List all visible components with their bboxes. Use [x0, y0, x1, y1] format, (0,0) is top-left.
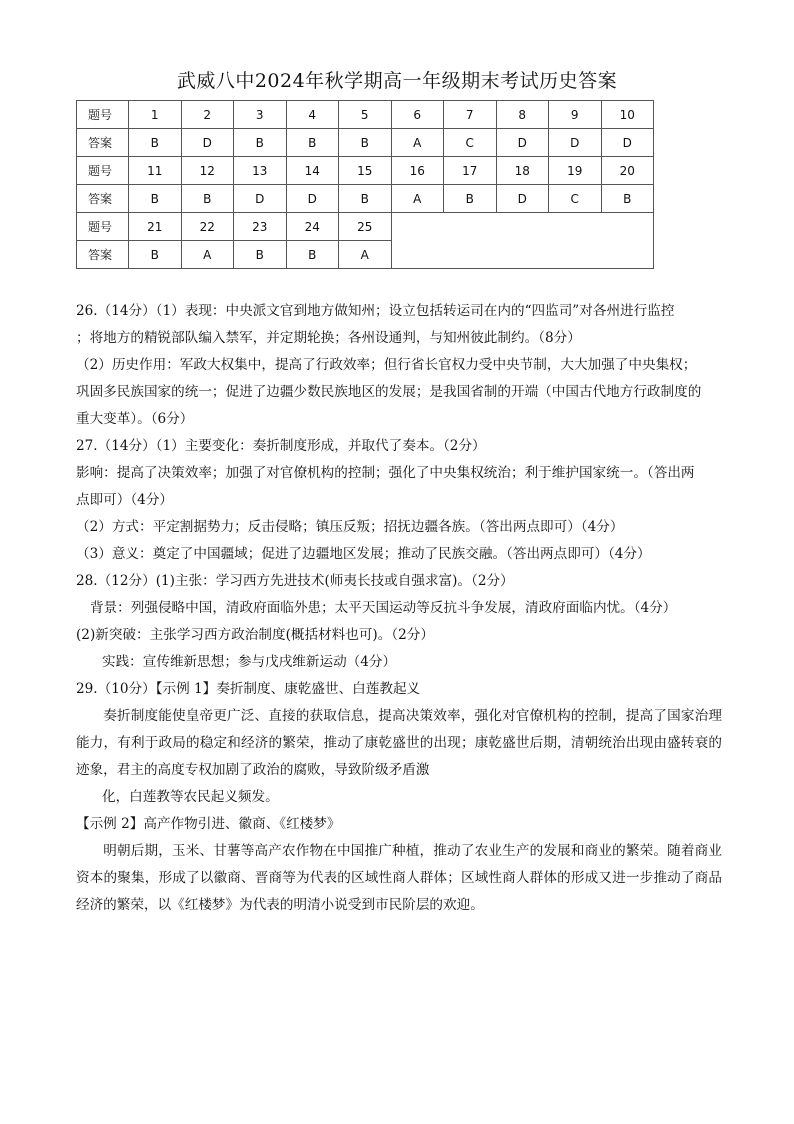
answer-cell: D — [549, 129, 602, 157]
header-cell: 答案 — [77, 185, 129, 213]
answer-cell: D — [601, 129, 654, 157]
question-number: 18 — [496, 157, 549, 185]
question-number: 22 — [181, 213, 234, 241]
question-number: 15 — [339, 157, 392, 185]
answer-content — [76, 298, 722, 919]
answer-cell: D — [181, 129, 234, 157]
q28-line: 实践：宣传维新思想；参与戊戌维新运动（4分） — [102, 654, 397, 670]
q29-line: 化，白莲教等农民起义频发。 — [102, 789, 279, 805]
answer-cell: B — [234, 241, 287, 269]
answer-cell: C — [444, 129, 497, 157]
answer-cell: D — [496, 129, 549, 157]
table-row — [77, 129, 654, 157]
question-number: 16 — [391, 157, 444, 185]
answer-cell: B — [286, 241, 339, 269]
answer-cell: B — [129, 129, 182, 157]
header-cell: 题号 — [77, 157, 129, 185]
q29-paragraph: 明朝后期，玉米、甘薯等高产农作物在中国推广种植，推动了农业生产的发展和商业的繁荣。随着商业资本的聚集，形成了以徽商、晋商等为代表的区域性商人群体；区域性商人群体的形成又进一步推动了商品经济的繁荣，以《红楼梦》为代表的明清小说受到市民阶层的欢迎。 — [76, 843, 722, 913]
answer-cell: D — [496, 185, 549, 213]
question-number: 10 — [601, 101, 654, 129]
question-number: 1 — [129, 101, 182, 129]
q27-line: （2）方式：平定割据势力；反击侵略；镇压反叛；招抚边疆各族。（答出两点即可）（4分） — [76, 519, 624, 535]
question-number: 21 — [129, 213, 182, 241]
table-row — [77, 185, 654, 213]
question-number: 25 — [339, 213, 392, 241]
answer-cell: B — [286, 129, 339, 157]
answer-cell: A — [181, 241, 234, 269]
q26-line: 重大变革）。（6分） — [76, 411, 194, 427]
question-number: 24 — [286, 213, 339, 241]
q28-line: 背景：列强侵略中国，清政府面临外患；太平天国运动等反抗斗争发展，清政府面临内忧。（4分） — [90, 600, 677, 616]
q27-line: 点即可）（4分） — [76, 492, 174, 508]
empty-cell — [391, 213, 654, 269]
header-cell: 答案 — [77, 129, 129, 157]
answer-cell: A — [339, 241, 392, 269]
answer-cell: B — [129, 185, 182, 213]
q29-line: 【示例 2】高产作物引进、徽商、《红楼梦》 — [76, 816, 341, 832]
question-number: 8 — [496, 101, 549, 129]
question-number: 3 — [234, 101, 287, 129]
answer-cell: B — [129, 241, 182, 269]
header-cell: 答案 — [77, 241, 129, 269]
answer-cell: B — [601, 185, 654, 213]
answer-cell: B — [181, 185, 234, 213]
answer-cell: C — [549, 185, 602, 213]
table-row — [77, 157, 654, 185]
table-row — [77, 101, 654, 129]
header-cell: 题号 — [77, 213, 129, 241]
answer-cell: A — [391, 185, 444, 213]
question-number: 14 — [286, 157, 339, 185]
answer-cell: D — [234, 185, 287, 213]
q28-line: 28.（12分）(1)主张：学习西方先进技术(师夷长技或自强求富)。（2分） — [76, 573, 514, 589]
q27-line: 影响：提高了决策效率；加强了对官僚机构的控制；强化了中央集权统治；利于维护国家统一。（答出两 — [76, 465, 695, 481]
q29-line: 29.（10分）【示例 1】奏折制度、康乾盛世、白莲教起义 — [76, 681, 421, 697]
question-number: 12 — [181, 157, 234, 185]
question-number: 6 — [391, 101, 444, 129]
answer-cell: B — [339, 129, 392, 157]
answer-cell: A — [391, 129, 444, 157]
question-number: 23 — [234, 213, 287, 241]
q27-line: （3）意义：奠定了中国疆域；促进了边疆地区发展；推动了民族交融。（答出两点即可）（4分） — [76, 546, 651, 562]
q27-line: 27.（14分）（1）主要变化：奏折制度形成，并取代了奏本。（2分） — [76, 438, 486, 454]
q26-line: 巩固多民族国家的统一；促进了边疆少数民族地区的发展；是我国省制的开端（中国古代地方行政制度的 — [76, 384, 702, 400]
question-number: 17 — [444, 157, 497, 185]
question-number: 13 — [234, 157, 287, 185]
q26-line: 26.（14分）（1）表现：中央派文官到地方做知州；设立包括转运司在内的“四监司”对各州进行监控 — [76, 303, 675, 319]
q26-line: （2）历史作用：军政大权集中，提高了行政效率；但行省长官权力受中央节制，大大加强了中央集权； — [76, 357, 697, 373]
page-title: 武威八中2024年秋学期高一年级期末考试历史答案 — [176, 70, 618, 92]
question-number: 4 — [286, 101, 339, 129]
question-number: 19 — [549, 157, 602, 185]
question-number: 9 — [549, 101, 602, 129]
answer-cell: B — [234, 129, 287, 157]
table-row — [77, 213, 654, 241]
answer-table — [76, 100, 654, 269]
answer-cell: B — [339, 185, 392, 213]
question-number: 20 — [601, 157, 654, 185]
answer-cell: D — [286, 185, 339, 213]
header-cell: 题号 — [77, 101, 129, 129]
q26-line: ；将地方的精锐部队编入禁军，并定期轮换；各州设通判，与知州彼此制约。（8分） — [76, 330, 581, 346]
q29-paragraph: 奏折制度能使皇帝更广泛、直接的获取信息，提高决策效率，强化对官僚机构的控制，提高了国家治理能力，有利于政局的稳定和经济的繁荣，推动了康乾盛世的出现；康乾盛世后期，清朝统治出现由盛转衰的迹象，君主的高度专权加剧了政治的腐败，导致阶级矛盾激 — [76, 708, 722, 778]
question-number: 7 — [444, 101, 497, 129]
question-number: 2 — [181, 101, 234, 129]
question-number: 11 — [129, 157, 182, 185]
answer-cell: B — [444, 185, 497, 213]
question-number: 5 — [339, 101, 392, 129]
q28-line: (2)新突破：主张学习西方政治制度(概括材料也可)。（2分） — [76, 627, 434, 643]
